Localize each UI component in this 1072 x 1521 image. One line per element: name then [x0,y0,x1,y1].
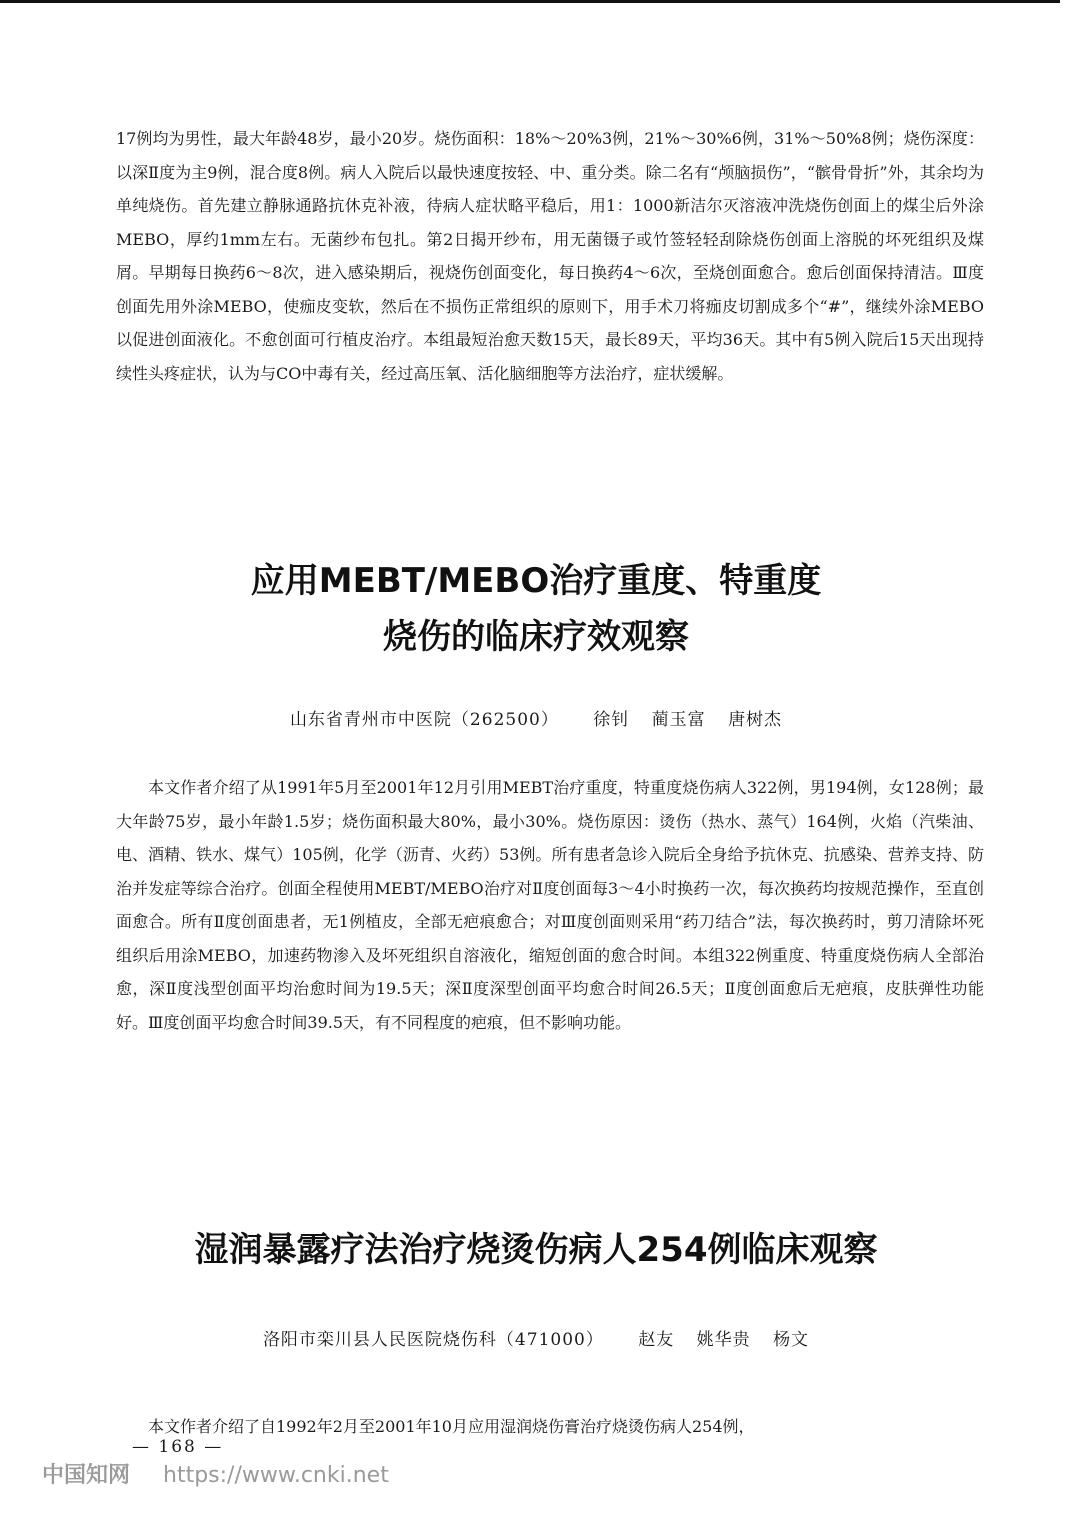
article3-institution: 洛阳市栾川县人民医院烧伤科（471000） [262,1330,604,1350]
watermark-brand: 中国知网 [42,1463,131,1488]
article2-byline [0,705,1072,730]
article3-byline [0,1325,1072,1350]
page-number: — 168 — [132,1437,224,1457]
article2-author-3: 唐树杰 [728,710,783,730]
article2-author-1: 徐钊 [593,710,630,730]
article2-title [0,553,1072,665]
article2-title-line2: 烧伤的临床疗效观察 [383,617,689,657]
article2-institution: 山东省青州市中医院（262500） [289,710,559,730]
article3-author-3: 杨文 [773,1330,810,1350]
article3-title: 湿润暴露疗法治疗烧烫伤病人254例临床观察 [194,1230,878,1270]
article2-body: 本文作者介绍了从1991年5月至2001年12月引用MEBT治疗重度，特重度烧伤病人322例，男194例，女128例；最大年龄75岁，最小年龄1.5岁；烧伤面积最大80%，最小30%。烧伤原因：烫伤（热水、蒸气）164例，火焰（汽柴油、电、酒精、铁水、煤气）105例，化学（沥青、火药）53例。所有患者急诊入院后全身给予抗休克、抗感染、营养支持、防治并发症等综合治疗。创面全程使用MEBT/MEBO治疗对Ⅱ度创面每3～4小时换药一次，每次换药均按规范操作，至直创面愈合。所有Ⅱ度创面患者，无1例植皮，全部无疤痕愈合；对Ⅲ度创面则采用“药刀结合”法，每次换药时，剪刀清除坏死组织后用涂MEBO，加速药物渗入及坏死组织自溶液化，缩短创面的愈合时间。本组322例重度、特重度烧伤病人全部治愈，深Ⅱ度浅型创面平均治愈时间为19.5天；深Ⅱ度深型创面平均愈合时间26.5天；Ⅱ度创面愈后无疤痕，皮肤弹性功能好。Ⅲ度创面平均愈合时间39.5天，有不同程度的疤痕，但不影响功能。 [116,778,984,1032]
article3-author-2: 姚华贵 [696,1330,751,1350]
article1-body-end: 17例均为男性，最大年龄48岁，最小20岁。烧伤面积：18%～20%3例，21%～30%6例，31%～50%8例；烧伤深度：以深Ⅱ度为主9例，混合度8例。病人入院后以最快速度按轻、中、重分类。除二名有“颅脑损伤”，“髌骨骨折”外，其余均为单纯烧伤。首先建立静脉通路抗休克补液，待病人症状略平稳后，用1：1000新洁尔灭溶液冲洗烧伤创面上的煤尘后外涂MEBO，厚约1mm左右。无菌纱布包扎。第2日揭开纱布，用无菌镊子或竹签轻轻刮除烧伤创面上溶脱的坏死组织及煤屑。早期每日换药6～8次，进入感染期后，视烧伤创面变化，每日换药4～6次，至烧创面愈合。愈后创面保持清洁。Ⅲ度创面先用外涂MEBO，使痂皮变软，然后在不损伤正常组织的原则下，用手术刀将痂皮切割成多个“#”，继续外涂MEBO以促进创面液化。不愈创面可行植皮治疗。本组最短治愈天数15天，最长89天，平均36天。其中有5例入院后15天出现持续性头疼症状，认为与CO中毒有关，经过高压氧、活化脑细胞等方法治疗，症状缓解。 [116,129,984,383]
watermark-url: https://www.cnki.net [163,1463,389,1488]
article3-author-1: 赵友 [638,1330,675,1350]
article3-body-start: 本文作者介绍了自1992年2月至2001年10月应用湿润烧伤膏治疗烧烫伤病人254例， [148,1417,755,1436]
watermark [42,1458,389,1489]
article2-author-2: 蔺玉富 [651,710,706,730]
top-rule [0,0,1060,3]
article2-title-line1: 应用MEBT/MEBO治疗重度、特重度 [250,561,822,601]
